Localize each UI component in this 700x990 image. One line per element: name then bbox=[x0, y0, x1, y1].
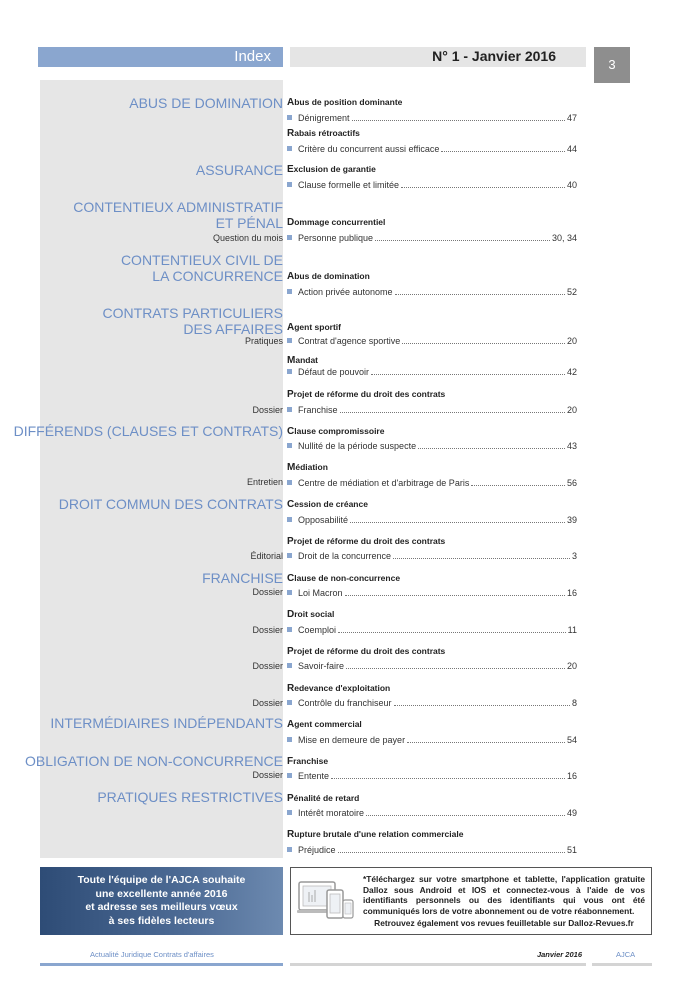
section-heading: Agent commercial bbox=[287, 719, 362, 730]
entry-label: Droit de la concurrence bbox=[298, 551, 392, 561]
section-heading: Mandat bbox=[287, 355, 319, 366]
bullet-icon bbox=[287, 115, 292, 120]
rubric-label: Dossier bbox=[252, 770, 283, 780]
rubric-label: Dossier bbox=[252, 661, 283, 671]
topic-heading[interactable]: ASSURANCE bbox=[195, 162, 283, 178]
section-heading: Abus de position dominante bbox=[287, 97, 403, 108]
topic-heading[interactable]: CONTRATS PARTICULIERS bbox=[102, 305, 283, 321]
entry-page: 20 bbox=[566, 336, 577, 346]
rubric-label: Dossier bbox=[252, 587, 283, 597]
section-heading: Projet de réforme du droit des contrats bbox=[287, 536, 446, 547]
entry-page: 42 bbox=[566, 367, 577, 377]
rubric-label: Dossier bbox=[252, 405, 283, 415]
footer-journal: Actualité Juridique Contrats d'affaires bbox=[90, 950, 214, 959]
entry-page: 8 bbox=[571, 698, 577, 708]
bullet-icon bbox=[287, 847, 292, 852]
bullet-icon bbox=[287, 590, 292, 595]
download-instructions: *Téléchargez sur votre smartphone et tablette, l'application gratuite Dalloz sous Android et IOS et connectez-vous à l'aide de vos identifiants personnels ou des identifiants qui vous ont été communiqués lors de votre abonnement ou de votre réabonnement. bbox=[363, 874, 645, 916]
index-entry[interactable] bbox=[287, 405, 577, 416]
bullet-icon bbox=[287, 407, 292, 412]
rubric-label: Question du mois bbox=[212, 233, 283, 243]
index-entry[interactable] bbox=[287, 478, 577, 489]
entry-label: Savoir-faire bbox=[298, 661, 345, 671]
topic-heading[interactable]: FRANCHISE bbox=[202, 570, 283, 586]
footer-date: Janvier 2016 bbox=[536, 950, 582, 959]
entry-page: 52 bbox=[566, 287, 577, 297]
section-heading: Droit social bbox=[287, 609, 335, 620]
entry-label: Mise en demeure de payer bbox=[298, 735, 406, 745]
greeting-line: et adresse ses meilleurs vœux bbox=[85, 901, 238, 913]
entry-page: 16 bbox=[566, 588, 577, 598]
new-year-greeting-box bbox=[40, 867, 283, 935]
entry-label: Nullité de la période suspecte bbox=[298, 441, 417, 451]
topic-heading[interactable]: DIFFÉRENDS (CLAUSES ET CONTRATS) bbox=[13, 423, 283, 439]
entry-page: 20 bbox=[566, 405, 577, 415]
index-entry[interactable] bbox=[287, 588, 577, 599]
section-heading: Clause compromissoire bbox=[287, 426, 385, 437]
index-header-bar bbox=[38, 47, 283, 67]
topics-panel bbox=[13, 80, 283, 858]
bullet-icon bbox=[287, 663, 292, 668]
entry-label: Entente bbox=[298, 771, 330, 781]
index-entry[interactable] bbox=[287, 625, 577, 636]
bullet-icon bbox=[287, 182, 292, 187]
section-heading: Franchise bbox=[287, 756, 329, 767]
entry-label: Intérêt moratoire bbox=[298, 808, 365, 818]
entry-label: Loi Macron bbox=[298, 588, 343, 598]
entry-page: 47 bbox=[566, 113, 577, 123]
page-number-badge: 3 bbox=[594, 47, 630, 83]
index-entry[interactable] bbox=[287, 287, 577, 298]
index-entry[interactable] bbox=[287, 336, 577, 347]
topic-heading[interactable]: CONTENTIEUX CIVIL DE bbox=[120, 252, 283, 268]
bullet-icon bbox=[287, 146, 292, 151]
bullet-icon bbox=[287, 338, 292, 343]
entry-label: Opposabilité bbox=[298, 515, 349, 525]
section-heading: Exclusion de garantie bbox=[287, 164, 376, 175]
topic-heading[interactable]: CONTENTIEUX ADMINISTRATIF bbox=[73, 199, 283, 215]
topic-heading[interactable]: OBLIGATION DE NON-CONCURRENCE bbox=[25, 753, 283, 769]
index-entry[interactable] bbox=[287, 771, 577, 782]
bullet-icon bbox=[287, 553, 292, 558]
index-entry[interactable] bbox=[287, 661, 577, 672]
bullet-icon bbox=[287, 700, 292, 705]
section-heading: Abus de domination bbox=[287, 271, 370, 282]
bullet-icon bbox=[287, 737, 292, 742]
bullet-icon bbox=[287, 443, 292, 448]
entry-label: Action privée autonome bbox=[298, 287, 393, 297]
index-entry[interactable] bbox=[287, 180, 577, 191]
index-entry[interactable] bbox=[287, 551, 577, 562]
rubric-label: Dossier bbox=[252, 625, 283, 635]
entry-label: Dénigrement bbox=[298, 113, 350, 123]
topic-heading[interactable]: ET PÉNAL bbox=[215, 215, 283, 231]
rubric-label: Entretien bbox=[246, 477, 283, 487]
bullet-icon bbox=[287, 517, 292, 522]
section-heading: Redevance d'exploitation bbox=[287, 683, 391, 694]
index-entry[interactable] bbox=[287, 233, 577, 244]
index-entry[interactable] bbox=[287, 367, 577, 378]
index-entry[interactable] bbox=[287, 515, 577, 526]
index-entry[interactable] bbox=[287, 113, 577, 124]
index-entry[interactable] bbox=[287, 441, 577, 452]
devices-icon bbox=[297, 880, 355, 924]
entry-label: Personne publique bbox=[298, 233, 374, 243]
section-heading: Médiation bbox=[287, 462, 328, 473]
section-heading: Cession de créance bbox=[287, 499, 368, 510]
footer-abbr-bar bbox=[592, 950, 652, 966]
index-entry[interactable] bbox=[287, 698, 577, 709]
bullet-icon bbox=[287, 289, 292, 294]
entry-label: Critère du concurrent aussi efficace bbox=[298, 144, 440, 154]
bullet-icon bbox=[287, 627, 292, 632]
greeting-line: Toute l'équipe de l'AJCA souhaite bbox=[77, 874, 246, 886]
topic-heading[interactable]: DROIT COMMUN DES CONTRATS bbox=[58, 496, 283, 512]
entry-page: 39 bbox=[566, 515, 577, 525]
entry-label: Clause formelle et limitée bbox=[298, 180, 400, 190]
bullet-icon bbox=[287, 480, 292, 485]
topic-heading[interactable]: PRATIQUES RESTRICTIVES bbox=[97, 789, 283, 805]
issue-label: N° 1 - Janvier 2016 bbox=[432, 48, 556, 64]
bullet-icon bbox=[287, 773, 292, 778]
dalloz-revues-link[interactable]: Retrouvez également vos revues feuilletable sur Dalloz-Revues.fr bbox=[374, 918, 634, 928]
entry-page: 40 bbox=[566, 180, 577, 190]
bullet-icon bbox=[287, 369, 292, 374]
bullet-icon bbox=[287, 235, 292, 240]
entry-label: Préjudice bbox=[298, 845, 336, 855]
entry-page: 16 bbox=[566, 771, 577, 781]
section-heading: Projet de réforme du droit des contrats bbox=[287, 389, 446, 400]
entry-page: 11 bbox=[567, 625, 577, 635]
section-heading: Rabais rétroactifs bbox=[287, 128, 360, 139]
entry-page: 54 bbox=[566, 735, 577, 745]
topic-heading[interactable]: INTERMÉDIAIRES INDÉPENDANTS bbox=[50, 715, 283, 731]
entry-label: Franchise bbox=[298, 405, 338, 415]
greeting-line: à ses fidèles lecteurs bbox=[108, 914, 215, 927]
topic-heading[interactable]: DES AFFAIRES bbox=[183, 321, 283, 337]
topic-heading[interactable]: ABUS DE DOMINATION bbox=[129, 95, 283, 111]
rubric-label: Pratiques bbox=[244, 336, 283, 346]
section-heading: Pénalité de retard bbox=[287, 793, 360, 804]
entry-page: 30, 34 bbox=[551, 233, 577, 243]
footer-journal-bar bbox=[40, 950, 283, 966]
index-entry[interactable] bbox=[287, 144, 577, 155]
footer-abbr: AJCA bbox=[616, 950, 636, 959]
footer-date-bar bbox=[290, 950, 586, 966]
issue-header-bar bbox=[290, 47, 586, 67]
entry-page: 43 bbox=[566, 441, 577, 451]
entry-page: 49 bbox=[566, 808, 577, 818]
entry-page: 51 bbox=[566, 845, 577, 855]
topic-heading[interactable]: LA CONCURRENCE bbox=[152, 268, 283, 284]
index-entry[interactable] bbox=[287, 735, 577, 746]
index-entry[interactable] bbox=[287, 845, 577, 856]
entry-page: 56 bbox=[566, 478, 577, 488]
section-heading: Rupture brutale d'une relation commerciale bbox=[287, 829, 464, 840]
section-heading: Agent sportif bbox=[287, 322, 341, 333]
section-heading: Clause de non-concurrence bbox=[287, 573, 401, 584]
bullet-icon bbox=[287, 810, 292, 815]
section-heading: Projet de réforme du droit des contrats bbox=[287, 646, 446, 657]
entry-label: Centre de médiation et d'arbitrage de Paris bbox=[298, 478, 470, 488]
index-entry[interactable] bbox=[287, 808, 577, 819]
entry-page: 20 bbox=[566, 661, 577, 671]
entry-label: Contrat d'agence sportive bbox=[298, 336, 401, 346]
entry-label: Défaut de pouvoir bbox=[298, 367, 370, 377]
rubric-label: Dossier bbox=[252, 698, 283, 708]
entry-page: 44 bbox=[566, 144, 577, 154]
index-title: Index bbox=[234, 48, 271, 65]
section-heading: Dommage concurrentiel bbox=[287, 217, 386, 228]
greeting-line: une excellente année 2016 bbox=[95, 887, 228, 900]
app-download-box bbox=[290, 867, 652, 935]
entry-page: 3 bbox=[571, 551, 577, 561]
entry-label: Contrôle du franchiseur bbox=[298, 698, 392, 708]
rubric-label: Éditorial bbox=[250, 551, 283, 561]
entry-label: Coemploi bbox=[298, 625, 337, 635]
